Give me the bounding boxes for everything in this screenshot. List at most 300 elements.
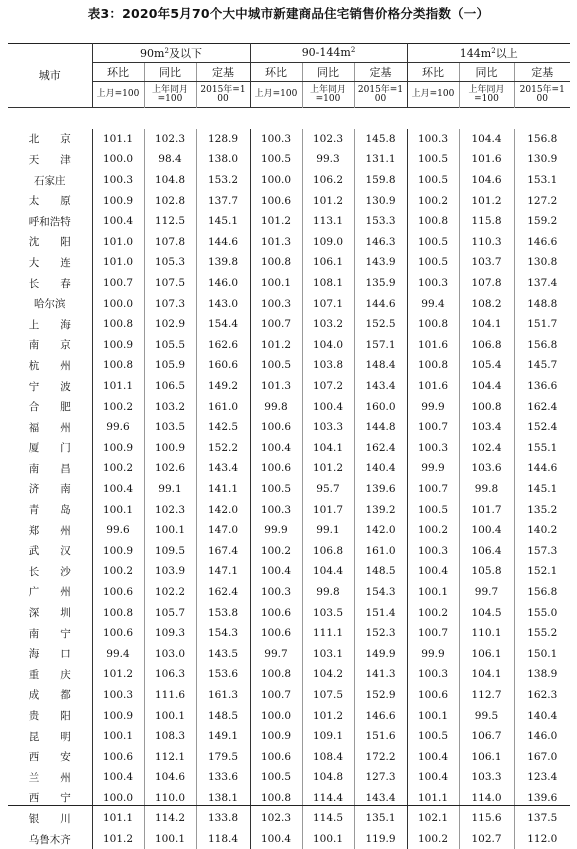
index-value: 100.9	[250, 726, 302, 747]
index-value: 101.1	[407, 788, 459, 809]
index-value: 103.2	[302, 314, 354, 335]
index-value: 146.0	[196, 273, 250, 294]
index-value: 151.7	[514, 314, 570, 335]
index-value: 100.6	[250, 417, 302, 438]
index-value: 143.5	[196, 643, 250, 664]
table-row	[8, 685, 570, 706]
index-value: 100.5	[407, 726, 459, 747]
index-value: 100.9	[92, 540, 144, 561]
index-value: 148.8	[514, 293, 570, 314]
index-value: 105.4	[459, 355, 514, 376]
index-value: 152.9	[354, 685, 407, 706]
index-value: 100.2	[92, 561, 144, 582]
index-value: 100.6	[407, 685, 459, 706]
table-row	[8, 499, 570, 520]
index-value: 131.1	[354, 149, 407, 170]
sub-header-base: 定基	[354, 63, 407, 82]
index-value: 104.6	[144, 767, 196, 788]
city-name: 石家庄	[8, 170, 92, 191]
table-row	[8, 458, 570, 479]
index-value: 160.6	[196, 355, 250, 376]
table-row	[8, 829, 570, 849]
index-value: 99.9	[250, 520, 302, 541]
index-value: 100.6	[250, 458, 302, 479]
index-value: 162.6	[196, 335, 250, 356]
index-value: 110.0	[144, 788, 196, 809]
table-row	[8, 211, 570, 232]
index-value: 100.9	[92, 438, 144, 459]
index-value: 103.6	[459, 458, 514, 479]
index-value: 100.5	[407, 499, 459, 520]
index-value: 99.7	[250, 643, 302, 664]
index-value: 100.8	[92, 314, 144, 335]
table-row	[8, 623, 570, 644]
index-value: 119.9	[354, 829, 407, 849]
index-value: 100.3	[407, 273, 459, 294]
index-value: 102.7	[459, 829, 514, 849]
city-name: 济 南	[8, 479, 92, 500]
table-row	[8, 314, 570, 335]
index-value: 102.9	[144, 314, 196, 335]
city-name: 重 庆	[8, 664, 92, 685]
city-name: 呼和浩特	[8, 211, 92, 232]
sub-header-yoy: 同比	[302, 63, 354, 82]
base-label-2015: 2015年=1 00	[514, 82, 570, 108]
city-column-header: 城市	[8, 43, 92, 108]
index-value: 135.9	[354, 273, 407, 294]
index-value: 100.5	[407, 149, 459, 170]
index-value: 152.3	[354, 623, 407, 644]
index-value: 127.3	[354, 767, 407, 788]
index-value: 100.3	[92, 685, 144, 706]
index-value: 105.9	[144, 355, 196, 376]
index-value: 156.8	[514, 129, 570, 150]
index-value: 114.2	[144, 808, 196, 829]
index-value: 99.5	[459, 705, 514, 726]
index-value: 104.1	[459, 664, 514, 685]
city-name: 南 昌	[8, 458, 92, 479]
index-value: 100.8	[407, 355, 459, 376]
table-row	[8, 335, 570, 356]
city-name: 福 州	[8, 417, 92, 438]
city-name: 青 岛	[8, 499, 92, 520]
index-value: 130.8	[514, 252, 570, 273]
index-value: 140.4	[514, 705, 570, 726]
table-row	[8, 746, 570, 767]
index-value: 147.1	[196, 561, 250, 582]
table-row	[8, 582, 570, 603]
index-value: 152.5	[354, 314, 407, 335]
index-value: 100.4	[250, 438, 302, 459]
index-value: 99.9	[407, 643, 459, 664]
city-name: 长 沙	[8, 561, 92, 582]
index-value: 137.7	[196, 190, 250, 211]
index-value: 107.5	[302, 685, 354, 706]
index-value: 162.3	[514, 685, 570, 706]
index-value: 147.0	[196, 520, 250, 541]
sub-header-yoy: 同比	[144, 63, 196, 82]
index-value: 108.1	[302, 273, 354, 294]
table-row	[8, 808, 570, 829]
index-value: 98.4	[144, 149, 196, 170]
index-value: 149.2	[196, 376, 250, 397]
index-value: 103.3	[459, 767, 514, 788]
index-value: 111.6	[144, 685, 196, 706]
price-index-table	[8, 43, 570, 849]
index-value: 113.1	[302, 211, 354, 232]
index-value: 100.1	[250, 273, 302, 294]
index-value: 154.4	[196, 314, 250, 335]
index-value: 101.1	[92, 376, 144, 397]
index-value: 108.4	[302, 746, 354, 767]
index-value: 159.8	[354, 170, 407, 191]
index-value: 156.8	[514, 582, 570, 603]
index-value: 103.5	[302, 602, 354, 623]
index-value: 128.9	[196, 129, 250, 150]
index-value: 100.1	[407, 705, 459, 726]
table-row	[8, 520, 570, 541]
group-header-small: $90m^2$及以下	[92, 43, 250, 63]
index-value: 100.0	[92, 788, 144, 809]
index-value: 100.2	[407, 520, 459, 541]
index-value: 151.4	[354, 602, 407, 623]
index-value: 161.0	[196, 396, 250, 417]
city-name: 郑 州	[8, 520, 92, 541]
index-value: 102.3	[144, 499, 196, 520]
index-value: 101.0	[92, 232, 144, 253]
index-value: 104.8	[302, 767, 354, 788]
index-value: 144.8	[354, 417, 407, 438]
index-value: 100.3	[250, 499, 302, 520]
index-value: 167.0	[514, 746, 570, 767]
index-value: 112.1	[144, 746, 196, 767]
index-value: 152.4	[514, 417, 570, 438]
table-bottom-rule	[8, 805, 570, 806]
base-label-yoy: 上年同月 =100	[144, 82, 196, 108]
city-name: 成 都	[8, 685, 92, 706]
index-value: 110.1	[459, 623, 514, 644]
index-value: 100.6	[92, 623, 144, 644]
table-row	[8, 252, 570, 273]
index-value: 148.4	[354, 355, 407, 376]
index-value: 106.5	[144, 376, 196, 397]
index-value: 100.8	[250, 664, 302, 685]
sub-header-mom: 环比	[407, 63, 459, 82]
index-value: 103.8	[302, 355, 354, 376]
table-row	[8, 355, 570, 376]
index-value: 100.4	[92, 767, 144, 788]
index-value: 101.2	[302, 705, 354, 726]
index-value: 101.3	[250, 232, 302, 253]
index-value: 100.8	[92, 602, 144, 623]
base-label-yoy: 上年同月 =100	[302, 82, 354, 108]
index-value: 101.6	[407, 335, 459, 356]
index-value: 159.2	[514, 211, 570, 232]
index-value: 130.9	[514, 149, 570, 170]
index-value: 100.2	[407, 190, 459, 211]
city-name: 沈 阳	[8, 232, 92, 253]
index-value: 139.2	[354, 499, 407, 520]
index-value: 105.3	[144, 252, 196, 273]
city-name: 厦 门	[8, 438, 92, 459]
index-value: 109.3	[144, 623, 196, 644]
table-row	[8, 479, 570, 500]
index-value: 143.0	[196, 293, 250, 314]
index-value: 99.9	[407, 458, 459, 479]
index-value: 139.8	[196, 252, 250, 273]
index-value: 101.1	[92, 129, 144, 150]
index-value: 172.2	[354, 746, 407, 767]
index-value: 112.5	[144, 211, 196, 232]
index-value: 99.7	[459, 582, 514, 603]
base-header-row	[8, 82, 570, 108]
table-row	[8, 561, 570, 582]
table-row	[8, 417, 570, 438]
base-label-2015: 2015年=1 00	[354, 82, 407, 108]
index-value: 114.0	[459, 788, 514, 809]
index-value: 149.1	[196, 726, 250, 747]
index-value: 137.4	[514, 273, 570, 294]
index-value: 101.3	[250, 376, 302, 397]
index-value: 100.2	[407, 602, 459, 623]
index-value: 138.0	[196, 149, 250, 170]
index-value: 100.6	[250, 746, 302, 767]
index-value: 107.8	[459, 273, 514, 294]
index-value: 100.3	[250, 129, 302, 150]
index-value: 100.0	[250, 170, 302, 191]
city-name: 上 海	[8, 314, 92, 335]
sub-header-mom: 环比	[250, 63, 302, 82]
index-value: 135.2	[514, 499, 570, 520]
index-value: 100.8	[92, 355, 144, 376]
city-name: 贵 阳	[8, 705, 92, 726]
index-value: 115.6	[459, 808, 514, 829]
index-value: 138.9	[514, 664, 570, 685]
index-value: 143.4	[196, 458, 250, 479]
index-value: 103.5	[144, 417, 196, 438]
index-value: 103.1	[302, 643, 354, 664]
city-name: 长 春	[8, 273, 92, 294]
index-value: 146.3	[354, 232, 407, 253]
index-value: 139.6	[354, 479, 407, 500]
base-label-2015: 2015年=1 00	[196, 82, 250, 108]
index-value: 104.4	[459, 129, 514, 150]
table-row	[8, 396, 570, 417]
index-value: 99.1	[302, 520, 354, 541]
index-value: 155.2	[514, 623, 570, 644]
city-name: 天 津	[8, 149, 92, 170]
city-name: 南 京	[8, 335, 92, 356]
index-value: 100.6	[92, 746, 144, 767]
index-value: 99.4	[407, 293, 459, 314]
index-value: 110.3	[459, 232, 514, 253]
table-row	[8, 232, 570, 253]
index-value: 102.2	[144, 582, 196, 603]
index-value: 160.0	[354, 396, 407, 417]
index-value: 100.5	[250, 767, 302, 788]
table-row	[8, 726, 570, 747]
index-value: 155.1	[514, 438, 570, 459]
index-value: 157.1	[354, 335, 407, 356]
index-value: 150.1	[514, 643, 570, 664]
index-value: 100.2	[250, 540, 302, 561]
index-value: 106.8	[302, 540, 354, 561]
index-value: 100.7	[250, 314, 302, 335]
index-value: 100.1	[144, 520, 196, 541]
table-row	[8, 129, 570, 150]
index-value: 100.4	[250, 829, 302, 849]
index-value: 100.4	[459, 520, 514, 541]
index-value: 101.6	[459, 149, 514, 170]
page-title: 表3：2020年5月70个大中城市新建商品住宅销售价格分类指数（一）	[0, 4, 577, 22]
index-value: 148.5	[354, 561, 407, 582]
city-name: 深 圳	[8, 602, 92, 623]
city-name: 太 原	[8, 190, 92, 211]
index-value: 106.3	[144, 664, 196, 685]
city-name: 合 肥	[8, 396, 92, 417]
city-name: 广 州	[8, 582, 92, 603]
index-value: 107.8	[144, 232, 196, 253]
index-value: 102.8	[144, 190, 196, 211]
table-header	[8, 43, 570, 108]
index-value: 100.2	[407, 829, 459, 849]
table-row	[8, 190, 570, 211]
index-value: 105.7	[144, 602, 196, 623]
index-value: 99.8	[302, 582, 354, 603]
index-value: 108.3	[144, 726, 196, 747]
index-value: 162.4	[354, 438, 407, 459]
index-value: 137.5	[514, 808, 570, 829]
index-value: 109.0	[302, 232, 354, 253]
index-value: 162.4	[196, 582, 250, 603]
table-row	[8, 149, 570, 170]
index-value: 100.7	[407, 417, 459, 438]
index-value: 106.1	[459, 643, 514, 664]
table-row	[8, 170, 570, 191]
sub-header-mom: 环比	[92, 63, 144, 82]
index-value: 100.3	[250, 582, 302, 603]
base-label-mom: 上月=100	[250, 82, 302, 108]
index-value: 100.8	[459, 396, 514, 417]
index-value: 112.0	[514, 829, 570, 849]
index-value: 114.5	[302, 808, 354, 829]
index-value: 142.0	[196, 499, 250, 520]
index-value: 109.1	[302, 726, 354, 747]
table-row	[8, 438, 570, 459]
index-value: 106.2	[302, 170, 354, 191]
index-value: 101.0	[92, 252, 144, 273]
index-value: 154.3	[354, 582, 407, 603]
index-value: 108.2	[459, 293, 514, 314]
index-value: 157.3	[514, 540, 570, 561]
index-value: 100.5	[407, 170, 459, 191]
index-value: 100.3	[92, 170, 144, 191]
index-value: 101.2	[250, 335, 302, 356]
city-name: 宁 波	[8, 376, 92, 397]
index-value: 130.9	[354, 190, 407, 211]
index-value: 100.6	[250, 623, 302, 644]
index-value: 102.6	[144, 458, 196, 479]
index-value: 153.6	[196, 664, 250, 685]
index-value: 104.4	[302, 561, 354, 582]
city-name: 海 口	[8, 643, 92, 664]
index-value: 133.6	[196, 767, 250, 788]
index-value: 145.7	[514, 355, 570, 376]
index-value: 154.3	[196, 623, 250, 644]
index-value: 103.2	[144, 396, 196, 417]
index-value: 100.9	[92, 335, 144, 356]
index-value: 101.2	[92, 664, 144, 685]
index-value: 100.8	[407, 211, 459, 232]
index-value: 114.4	[302, 788, 354, 809]
index-value: 101.2	[459, 190, 514, 211]
index-value: 104.8	[144, 170, 196, 191]
index-value: 104.2	[302, 664, 354, 685]
index-value: 100.8	[407, 314, 459, 335]
index-value: 111.1	[302, 623, 354, 644]
index-value: 101.2	[92, 829, 144, 849]
index-value: 104.1	[302, 438, 354, 459]
index-value: 100.7	[407, 479, 459, 500]
index-value: 142.0	[354, 520, 407, 541]
city-name: 大 连	[8, 252, 92, 273]
base-label-mom: 上月=100	[92, 82, 144, 108]
index-value: 143.4	[354, 376, 407, 397]
index-value: 149.9	[354, 643, 407, 664]
index-value: 136.6	[514, 376, 570, 397]
table-row	[8, 664, 570, 685]
index-value: 100.6	[250, 190, 302, 211]
index-value: 99.9	[407, 396, 459, 417]
index-value: 100.0	[92, 293, 144, 314]
table-body	[8, 108, 570, 849]
index-value: 102.4	[459, 438, 514, 459]
index-value: 100.2	[92, 458, 144, 479]
index-value: 99.3	[302, 149, 354, 170]
index-value: 146.6	[354, 705, 407, 726]
index-value: 100.5	[250, 479, 302, 500]
index-value: 109.5	[144, 540, 196, 561]
sub-header-base: 定基	[196, 63, 250, 82]
index-value: 142.5	[196, 417, 250, 438]
index-value: 161.0	[354, 540, 407, 561]
index-value: 153.3	[354, 211, 407, 232]
index-value: 105.8	[459, 561, 514, 582]
index-value: 104.1	[459, 314, 514, 335]
index-value: 103.0	[144, 643, 196, 664]
index-value: 152.2	[196, 438, 250, 459]
index-value: 100.3	[250, 293, 302, 314]
index-value: 101.1	[92, 808, 144, 829]
index-value: 106.1	[302, 252, 354, 273]
index-value: 106.1	[459, 746, 514, 767]
index-value: 143.4	[354, 788, 407, 809]
group-header-medium: $90-144m^2$	[250, 43, 407, 63]
index-value: 99.4	[92, 643, 144, 664]
index-value: 101.6	[407, 376, 459, 397]
index-value: 101.2	[250, 211, 302, 232]
index-value: 151.6	[354, 726, 407, 747]
index-value: 100.3	[407, 540, 459, 561]
index-value: 101.7	[302, 499, 354, 520]
index-value: 146.0	[514, 726, 570, 747]
index-value: 139.6	[514, 788, 570, 809]
index-value: 103.7	[459, 252, 514, 273]
index-value: 100.9	[92, 190, 144, 211]
table-row	[8, 602, 570, 623]
index-value: 146.6	[514, 232, 570, 253]
index-value: 100.7	[407, 623, 459, 644]
